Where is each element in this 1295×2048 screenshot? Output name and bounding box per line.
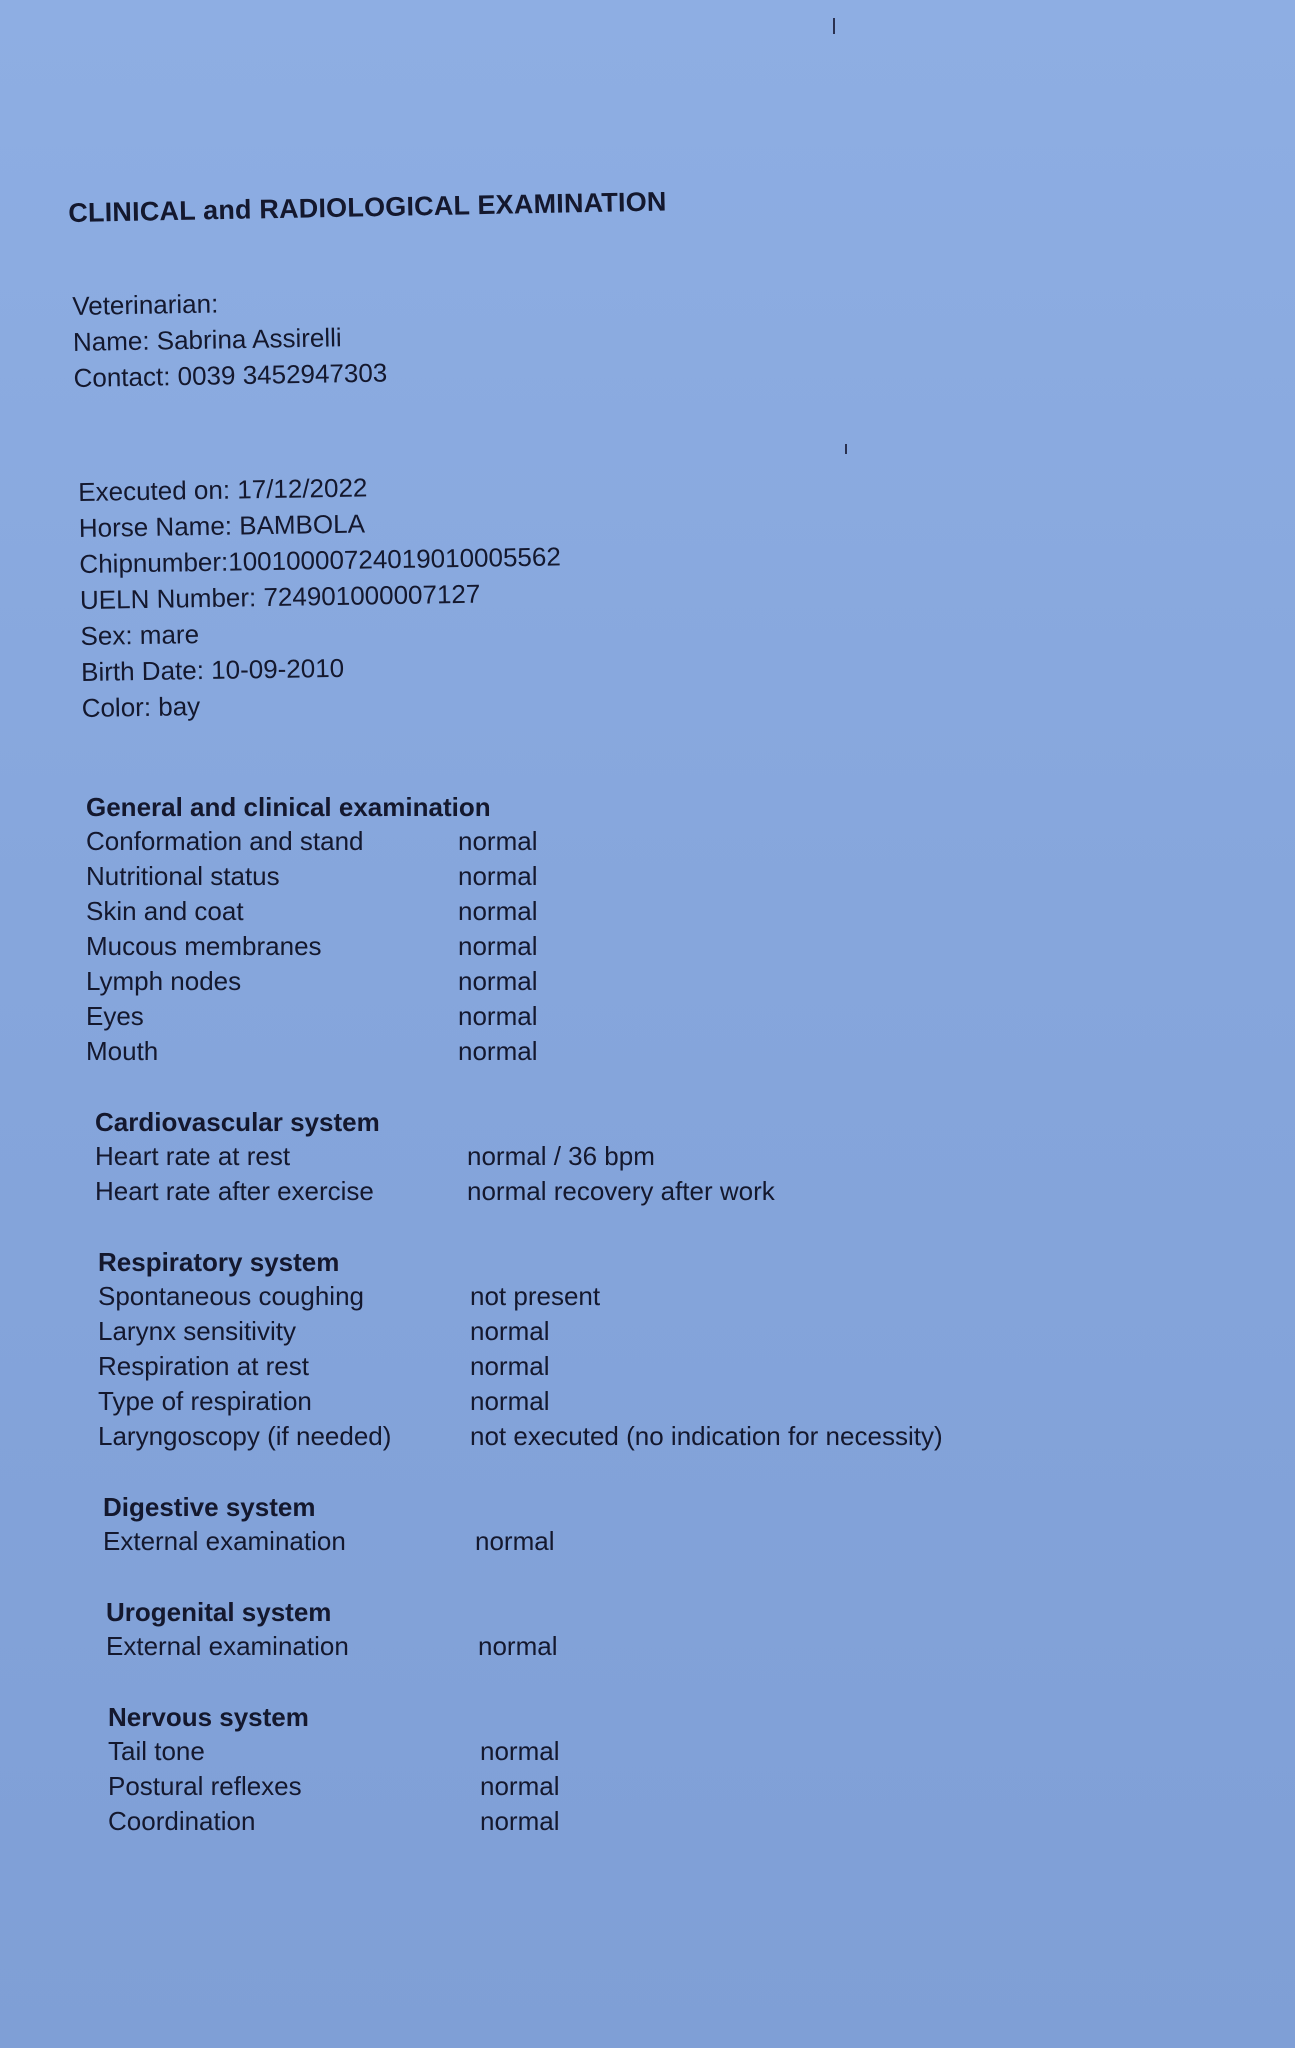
veterinarian-heading: Veterinarian: xyxy=(72,288,219,321)
exam-row xyxy=(86,964,1236,999)
exam-label: Tail tone xyxy=(108,1736,205,1766)
veterinarian-contact: Contact: 0039 3452947303 xyxy=(73,357,388,393)
section-title: General and clinical examination xyxy=(86,792,491,822)
exam-row xyxy=(98,1349,1236,1384)
exam-row xyxy=(95,1139,1236,1174)
ueln-number: UELN Number: 724901000007127 xyxy=(79,578,481,615)
exam-label: Coordination xyxy=(108,1806,256,1836)
exam-label: Postural reflexes xyxy=(108,1771,302,1801)
exam-value: normal xyxy=(458,826,538,856)
exam-label: Heart rate at rest xyxy=(95,1141,291,1171)
horse-name: Horse Name: BAMBOLA xyxy=(78,508,366,543)
exam-value: normal xyxy=(480,1771,560,1801)
veterinarian-block xyxy=(72,283,388,396)
examination-sections xyxy=(86,790,1236,1875)
exam-row xyxy=(108,1769,1236,1804)
section-urogenital xyxy=(106,1595,1236,1664)
exam-label: Larynx sensitivity xyxy=(98,1316,296,1346)
exam-row xyxy=(98,1279,1236,1314)
chipnumber: Chipnumber:100100007240190100055​62 xyxy=(79,541,562,579)
exam-value: normal xyxy=(470,1351,550,1381)
exam-row xyxy=(98,1419,1236,1454)
exam-label: Lymph nodes xyxy=(86,966,242,996)
exam-row xyxy=(108,1804,1236,1839)
section-title: Urogenital system xyxy=(106,1597,332,1627)
veterinarian-name: Name: Sabrina Assirelli xyxy=(72,322,342,357)
birth-date: Birth Date: 10-09-2010 xyxy=(80,652,345,687)
exam-value: normal / 36 bpm xyxy=(467,1141,655,1171)
ink-speck xyxy=(833,18,835,34)
exam-row xyxy=(95,1174,1236,1209)
exam-row xyxy=(86,999,1236,1034)
exam-label: External examination xyxy=(106,1631,349,1661)
section-title: Respiratory system xyxy=(98,1247,340,1277)
exam-label: Nutritional status xyxy=(86,861,280,891)
exam-value: not executed (no indication for necessity) xyxy=(470,1421,943,1451)
exam-label: Heart rate after exercise xyxy=(95,1176,374,1206)
horse-info-block xyxy=(78,466,563,726)
exam-label: External examination xyxy=(103,1526,346,1556)
exam-value: normal xyxy=(458,861,538,891)
section-title: Digestive system xyxy=(103,1492,316,1522)
exam-value: normal xyxy=(478,1631,558,1661)
section-title: Nervous system xyxy=(108,1702,309,1732)
exam-row xyxy=(86,894,1236,929)
exam-label: Conformation and stand xyxy=(86,826,364,856)
exam-value: normal xyxy=(458,1001,538,1031)
section-respiratory xyxy=(98,1245,1236,1454)
exam-label: Mouth xyxy=(86,1036,159,1066)
exam-value: normal xyxy=(458,966,538,996)
exam-value: normal xyxy=(480,1736,560,1766)
exam-value: normal xyxy=(458,931,538,961)
exam-label: Respiration at rest xyxy=(98,1351,309,1381)
ink-speck xyxy=(845,444,847,454)
exam-value: normal xyxy=(475,1526,555,1556)
exam-row xyxy=(108,1734,1236,1769)
exam-row xyxy=(86,929,1236,964)
exam-value: normal xyxy=(458,896,538,926)
exam-row xyxy=(86,1034,1236,1069)
exam-row xyxy=(103,1524,1236,1559)
exam-row xyxy=(98,1384,1236,1419)
exam-label: Laryngoscopy (if needed) xyxy=(98,1421,392,1451)
exam-row xyxy=(86,824,1236,859)
color: Color: bay xyxy=(81,691,201,723)
exam-label: Skin and coat xyxy=(86,896,244,926)
document-title: CLINICAL and RADIOLOGICAL EXAMINATION xyxy=(68,186,667,228)
section-nervous xyxy=(108,1700,1236,1839)
exam-value: normal xyxy=(480,1806,560,1836)
exam-value: normal xyxy=(470,1386,550,1416)
exam-value: normal xyxy=(458,1036,538,1066)
exam-row xyxy=(86,859,1236,894)
executed-on: Executed on: 17/12/2022 xyxy=(78,472,368,507)
section-digestive xyxy=(103,1490,1236,1559)
exam-value: normal recovery after work xyxy=(467,1176,775,1206)
exam-row xyxy=(98,1314,1236,1349)
sex: Sex: mare xyxy=(80,619,200,651)
exam-label: Mucous membranes xyxy=(86,931,322,961)
exam-label: Eyes xyxy=(86,1001,144,1031)
exam-row xyxy=(106,1629,1236,1664)
exam-label: Type of respiration xyxy=(98,1386,312,1416)
exam-label: Spontaneous coughing xyxy=(98,1281,365,1311)
exam-value: normal xyxy=(470,1316,550,1346)
exam-value: not present xyxy=(470,1281,601,1311)
section-general xyxy=(86,790,1236,1069)
section-title: Cardiovascular system xyxy=(95,1107,380,1137)
section-cardiovascular xyxy=(95,1105,1236,1209)
